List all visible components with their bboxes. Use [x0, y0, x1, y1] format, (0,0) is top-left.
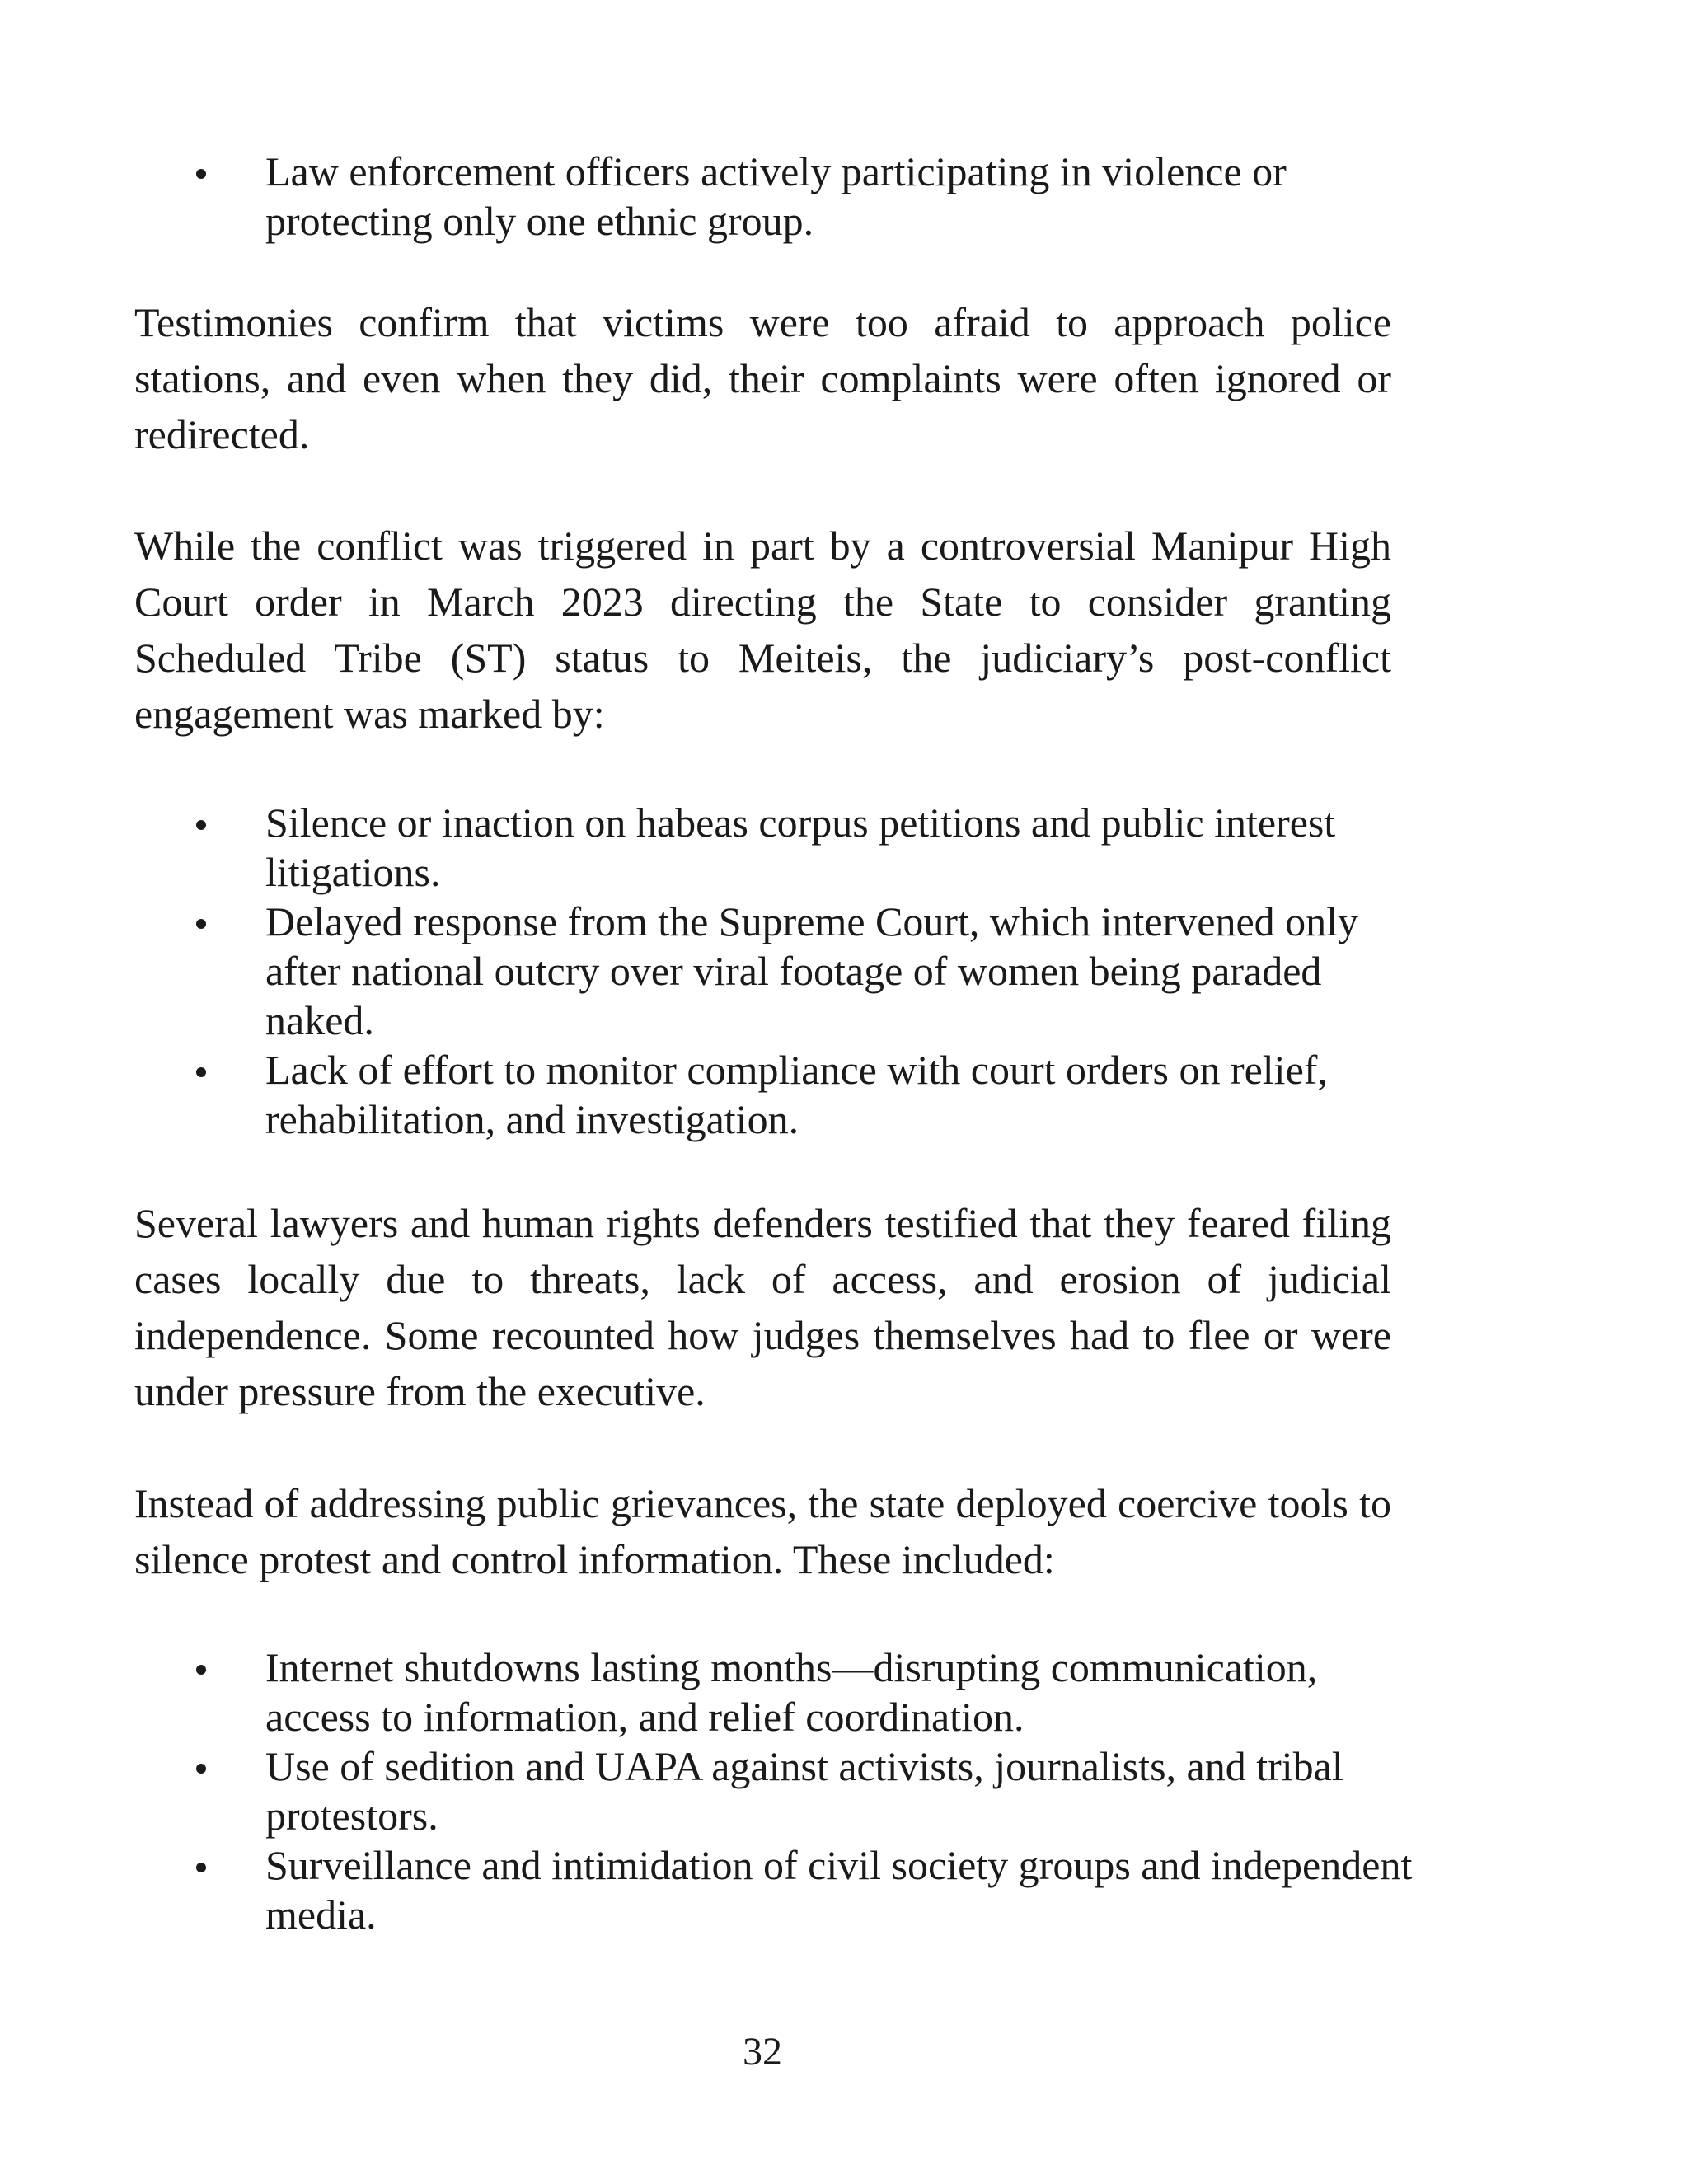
bullet-icon: [196, 1863, 206, 1872]
paragraph-coercive-tools: Instead of addressing public grievances, the state deployed coercive tools to silence protest and control information. These included:: [134, 1480, 1391, 1582]
bullet-list-law-enforcement: [196, 147, 1432, 246]
list-item: [196, 1045, 1432, 1144]
page-number: 32: [743, 2030, 782, 2074]
list-item-text: Law enforcement officers actively participating in violence or protecting only one ethnic group.: [265, 148, 1287, 244]
list-item: [196, 147, 1432, 246]
list-item-text: Surveillance and intimidation of civil society groups and independent media.: [265, 1842, 1413, 1938]
bullet-list-judiciary: [196, 798, 1432, 1144]
bullet-icon: [196, 1764, 206, 1774]
paragraph-lawyers-testimony: Several lawyers and human rights defenders testified that they feared filing cases locally due to threats, lack of access, and erosion of judicial independence. Some recounted how judges themselves had to flee or were under pressure from the executive.: [134, 1200, 1391, 1414]
list-item: [196, 798, 1432, 897]
list-item: [196, 1840, 1432, 1939]
bullet-list-coercive-tools: [196, 1643, 1432, 1939]
list-item: [196, 1643, 1432, 1741]
bullet-icon: [196, 919, 206, 929]
list-item-text: Lack of effort to monitor compliance with court orders on relief, rehabilitation, and investigation.: [265, 1047, 1328, 1142]
list-item-text: Internet shutdowns lasting months—disrupting communication, access to information, and relief coordination.: [265, 1644, 1318, 1740]
list-item-text: Silence or inaction on habeas corpus petitions and public interest litigations.: [265, 799, 1336, 895]
bullet-icon: [196, 820, 206, 830]
list-item: [196, 897, 1432, 1045]
list-item-text: Use of sedition and UAPA against activists, journalists, and tribal protestors.: [265, 1743, 1343, 1839]
paragraph-testimonies: Testimonies confirm that victims were too afraid to approach police stations, and even when they did, their complaints were often ignored or redirected.: [134, 299, 1391, 457]
bullet-icon: [196, 1067, 206, 1077]
list-item: [196, 1741, 1432, 1840]
bullet-icon: [196, 169, 206, 179]
paragraph-conflict-trigger: While the conflict was triggered in part by a controversial Manipur High Court order in March 2023 directing the State to consider granting Scheduled Tribe (ST) status to Meiteis, the judiciary’s post-conflict engagement was marked by:: [134, 523, 1391, 737]
list-item-text: Delayed response from the Supreme Court, which intervened only after national outcry over viral footage of women being paraded naked.: [265, 898, 1359, 1043]
bullet-icon: [196, 1665, 206, 1675]
